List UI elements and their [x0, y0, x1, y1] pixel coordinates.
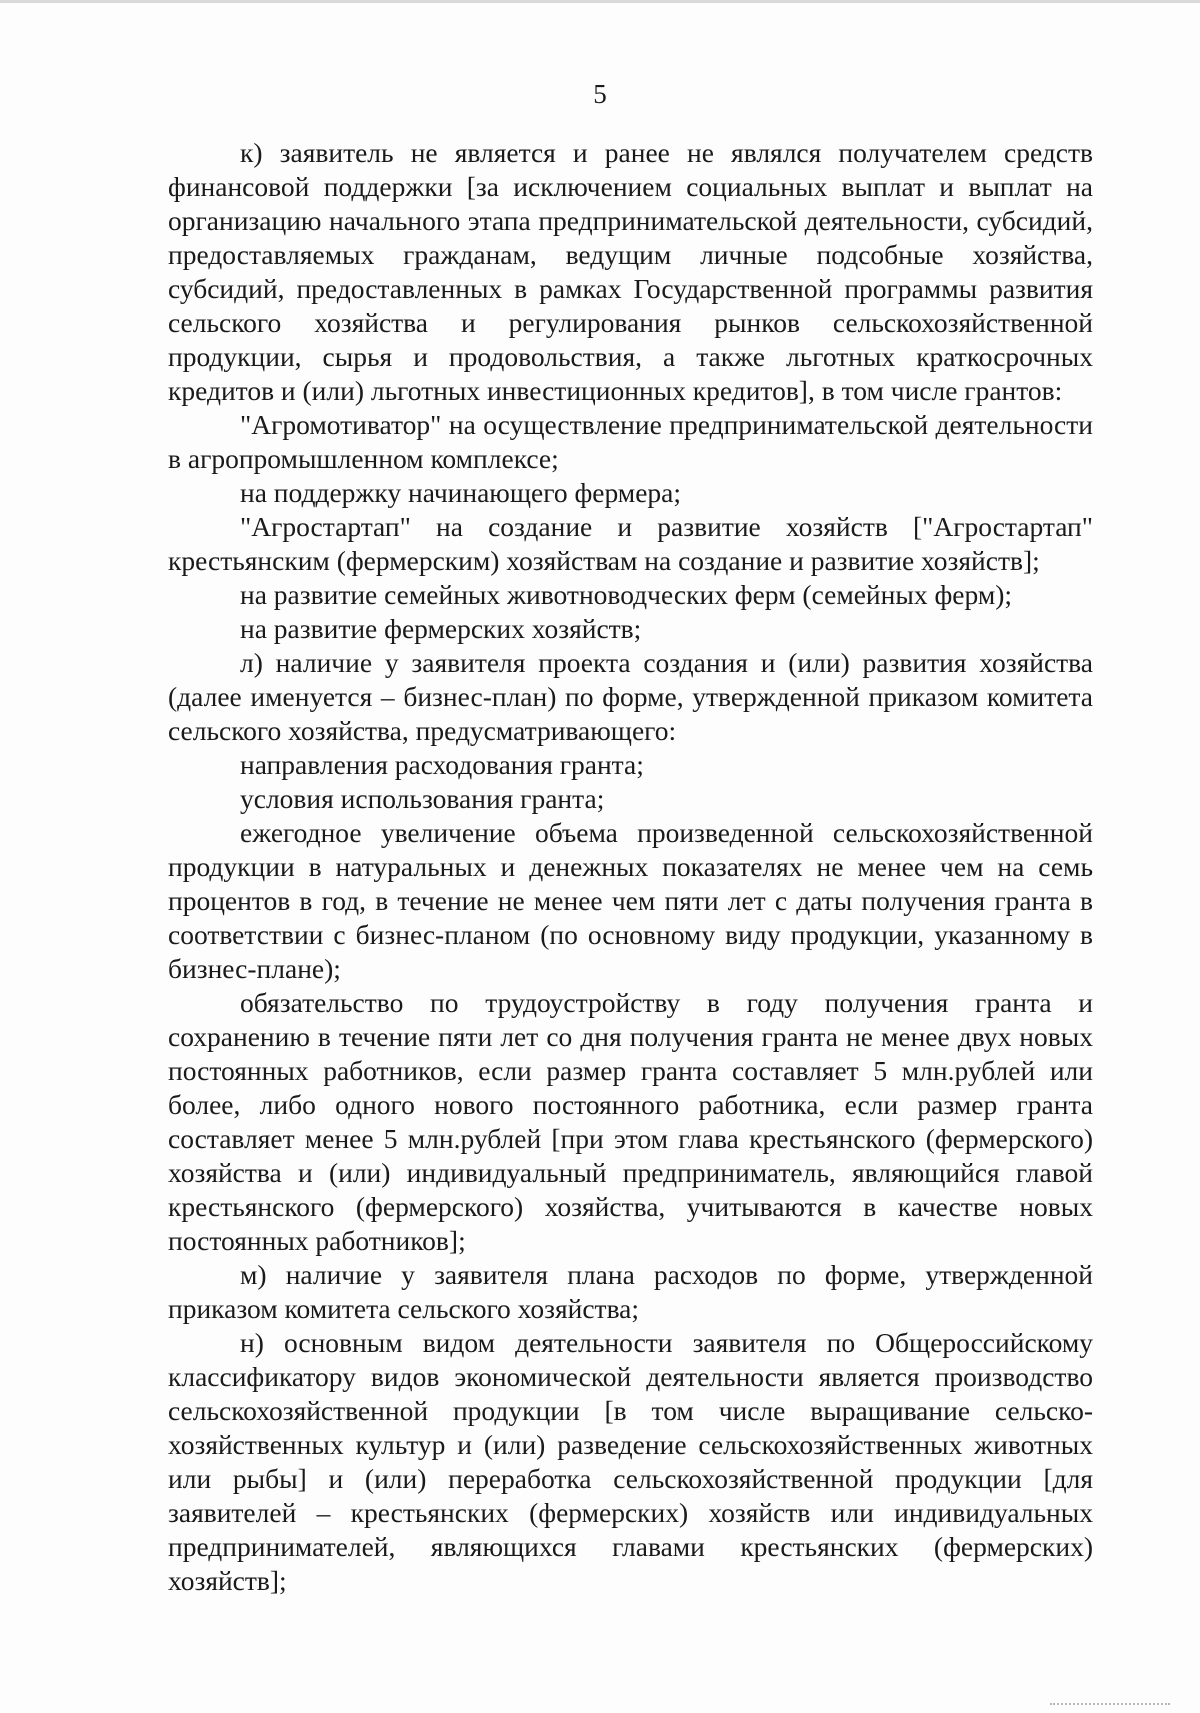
paragraph-grant-directions: направления расходования гранта;	[240, 749, 644, 780]
paragraph-beginning-farmer: на поддержку начинающего фермера;	[240, 477, 682, 508]
paragraph-agrostartap: "Агростартап" на создание и развитие хозяйств ["Агростартап" крестьянским (фермерским) хозяйствам на создание и развитие хозяйств];	[168, 511, 1093, 576]
scan-top-edge	[0, 0, 1200, 3]
document-body	[168, 136, 1093, 1598]
paragraph-agromotivator: "Агромотиватор" на осуществление предпринимательской деятельности в агропромышленном комплексе;	[168, 409, 1093, 474]
paragraph-grant-conditions: условия использования гранта;	[240, 783, 605, 814]
paragraph-employment-obligation: обязательство по трудоустройству в году получения гранта и сохранению в течение пяти лет со дня получения гранта не менее двух новых постоянных работников, если размер гранта составляет 5 млн.рублей или более, либо одного нового постоянного работника, если размер гранта составляет менее 5 млн.рублей [при этом глава крестьянского (фермерского) хозяйства и (или) индивидуальный предприниматель, являющийся главой крестьянского (фермерского) хозяйства, учитываются в качестве новых постоянных работников];	[168, 987, 1093, 1256]
paragraph-m: м) наличие у заявителя плана расходов по форме, утвержденной приказом комитета сельского хозяйства;	[168, 1259, 1093, 1324]
paragraph-n: н) основным видом деятельности заявителя по Общероссийскому классификатору видов экономической деятельности является производство сельскохозяйственной продукции [в том числе выращивание сельско-хозяйственных культур и (или) разведение сельскохозяйственных животных или рыбы] и (или) переработка сельскохозяйственной продукции [для заявителей – крестьянских (фермерских) хозяйств или индивидуальных предпринимателей, являющихся главами крестьянских (фермерских) хозяйств];	[168, 1327, 1093, 1596]
paragraph-farm-households: на развитие фермерских хозяйств;	[240, 613, 642, 644]
paragraph-family-farms: на развитие семейных животноводческих ферм (семейных ферм);	[240, 579, 1013, 610]
paragraph-k: к) заявитель не является и ранее не являлся получателем средств финансовой поддержки [за исключением социальных выплат и выплат на организацию начального этапа предпринимательской деятельности, субсидий, предоставляемых гражданам, ведущим личные подсобные хозяйства, субсидий, предоставленных в рамках Государственной программы развития сельского хозяйства и регулирования рынков сельскохозяйственной продукции, сырья и продовольствия, а также льготных краткосрочных кредитов и (или) льготных инвестиционных кредитов], в том числе грантов:	[168, 137, 1093, 406]
scan-specks	[1050, 1701, 1170, 1705]
paragraph-annual-increase: ежегодное увеличение объема произведенной сельскохозяйственной продукции в натуральных и денежных показателях не менее чем на семь процентов в год, в течение не менее чем пяти лет с даты получения гранта в соответствии с бизнес-планом (по основному виду продукции, указанному в бизнес-плане);	[168, 817, 1093, 984]
paragraph-l: л) наличие у заявителя проекта создания и (или) развития хозяйства (далее именуется – бизнес-план) по форме, утвержденной приказом комитета сельского хозяйства, предусматривающего:	[168, 647, 1093, 746]
page-number: 5	[593, 79, 607, 109]
